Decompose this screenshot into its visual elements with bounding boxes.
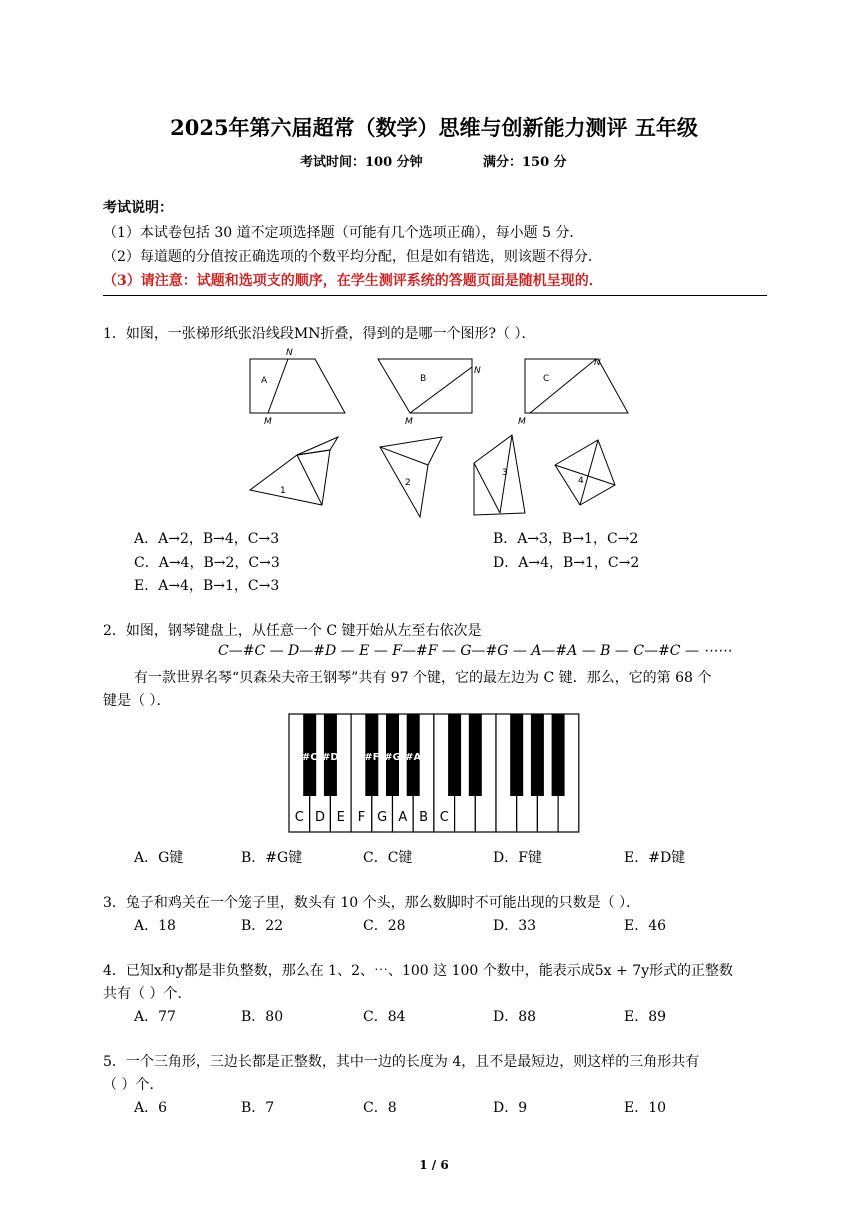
q1-figure (230, 345, 650, 530)
q2-option-c[interactable]: C．C键 (363, 850, 413, 866)
piano-keyboard (288, 713, 580, 833)
black-key-label: #F (364, 752, 380, 763)
q5-text-2: （ ）个． (103, 1077, 164, 1093)
folded-shape-2 (380, 437, 442, 517)
q3-text: 3．兔子和鸡关在一个笼子里，数头有 10 个头，那么数脚时不可能出现的只数是（ ）． (103, 895, 641, 911)
black-key-label: #D (322, 752, 339, 763)
shape-label-2: 2 (405, 478, 411, 488)
black-key (552, 714, 565, 796)
full-score: 满分：150 分 (483, 155, 567, 170)
point-n-c: N (594, 358, 601, 368)
shape-label-3: 3 (502, 468, 508, 478)
q5-option-e[interactable]: E．10 (624, 1100, 667, 1116)
black-key-label: #C (301, 752, 318, 763)
black-key (448, 714, 461, 796)
q2-sequence: C—#C — D—#D — E — F—#F — G—#G — A—#A — B — C—#C — ⋯⋯ (218, 643, 732, 659)
exam-time: 考试时间：100 分钟 (300, 155, 423, 170)
folded-shape-4 (555, 440, 615, 505)
fig-label-a: A (261, 376, 268, 386)
q2-option-a[interactable]: A．G键 (134, 850, 184, 866)
white-key-label: D (315, 810, 326, 825)
q3-option-d[interactable]: D．33 (493, 918, 537, 934)
note-line-2: （2）每道题的分值按正确选项的个数平均分配，但是如有错选，则该题不得分． (103, 249, 602, 265)
point-m-b: M (405, 417, 413, 427)
q1-option-b[interactable]: B．A→3，B→1，C→2 (493, 531, 639, 547)
black-key-label: #G (384, 752, 401, 763)
q4-text-2: 共有（ ）个． (103, 986, 192, 1002)
q4-option-e[interactable]: E．89 (624, 1009, 667, 1025)
point-m-a: M (264, 417, 272, 427)
page-title: 2025年第六届超常（数学）思维与创新能力测评 五年级 (170, 115, 698, 140)
q2-option-e[interactable]: E．#D键 (624, 850, 686, 866)
white-key-label: E (336, 810, 345, 825)
q5-option-d[interactable]: D．9 (493, 1100, 528, 1116)
white-key-label: B (419, 810, 429, 825)
note-line-3: （3）请注意：试题和选项支的顺序，在学生测评系统的答题页面是随机呈现的． (103, 273, 603, 289)
note-line-1: （1）本试卷包括 30 道不定项选择题（可能有几个选项正确），每小题 5 分． (103, 225, 584, 241)
q2-text-1: 2．如图，钢琴键盘上，从任意一个 C 键开始从左至右依次是 (103, 623, 482, 639)
q1-option-d[interactable]: D．A→4，B→1，C→2 (493, 555, 640, 571)
trapezoid-b (378, 359, 472, 413)
q4-text-1: 4．已知x和y都是非负整数，那么在 1、2、⋯、100 这 100 个数中，能表示成5x + 7y形式的正整数 (103, 963, 734, 979)
black-key (510, 714, 523, 796)
point-n-a: N (286, 348, 293, 358)
white-key-label: F (357, 810, 366, 825)
point-m-c: M (518, 417, 526, 427)
q5-option-b[interactable]: B．7 (241, 1100, 275, 1116)
white-key-label: C (294, 810, 304, 825)
q2-option-d[interactable]: D．F键 (493, 850, 542, 866)
q1-option-e[interactable]: E．A→4，B→1，C→3 (134, 578, 280, 594)
trapezoid-a (250, 359, 345, 413)
white-key-label: A (398, 810, 408, 825)
white-key-label: C (439, 810, 449, 825)
q3-option-a[interactable]: A．18 (134, 918, 176, 934)
q2-option-b[interactable]: B．#G键 (241, 850, 303, 866)
q2-text-3: 键是（ ）． (103, 693, 171, 709)
fig-label-c: C (543, 374, 550, 384)
q5-text-1: 5．一个三角形，三边长都是正整数，其中一边的长度为 4，且不是最短边，则这样的三角形共有 (103, 1054, 700, 1070)
shape-label-4: 4 (578, 476, 584, 486)
q3-option-c[interactable]: C．28 (363, 918, 406, 934)
q1-text: 1．如图，一张梯形纸张沿线段MN折叠，得到的是哪一个图形?（ ）． (103, 326, 536, 342)
black-key-label: #A (405, 752, 422, 763)
white-key-label: G (377, 810, 388, 825)
q4-option-b[interactable]: B．80 (241, 1009, 284, 1025)
black-key (531, 714, 544, 796)
notes-heading: 考试说明： (103, 200, 173, 216)
divider-rule (103, 295, 767, 296)
q1-option-c[interactable]: C．A→4，B→2，C→3 (134, 555, 280, 571)
black-key (469, 714, 482, 796)
shape-label-1: 1 (280, 486, 286, 496)
q5-option-a[interactable]: A．6 (134, 1100, 168, 1116)
q5-option-c[interactable]: C．8 (363, 1100, 397, 1116)
q3-option-e[interactable]: E．46 (624, 918, 667, 934)
q2-text-2: 有一款世界名琴“贝森朵夫帝王钢琴”共有 97 个键，它的最左边为 C 键．那么，它的第 68 个 (134, 670, 712, 686)
fig-label-b: B (420, 374, 427, 384)
q4-option-d[interactable]: D．88 (493, 1009, 537, 1025)
q3-option-b[interactable]: B．22 (241, 918, 284, 934)
q4-option-a[interactable]: A．77 (134, 1009, 176, 1025)
q4-option-c[interactable]: C．84 (363, 1009, 406, 1025)
folded-shape-3 (474, 435, 525, 515)
q1-option-a[interactable]: A．A→2，B→4，C→3 (134, 531, 280, 547)
page-number: 1 / 6 (419, 1158, 449, 1172)
point-n-b: N (474, 366, 481, 376)
